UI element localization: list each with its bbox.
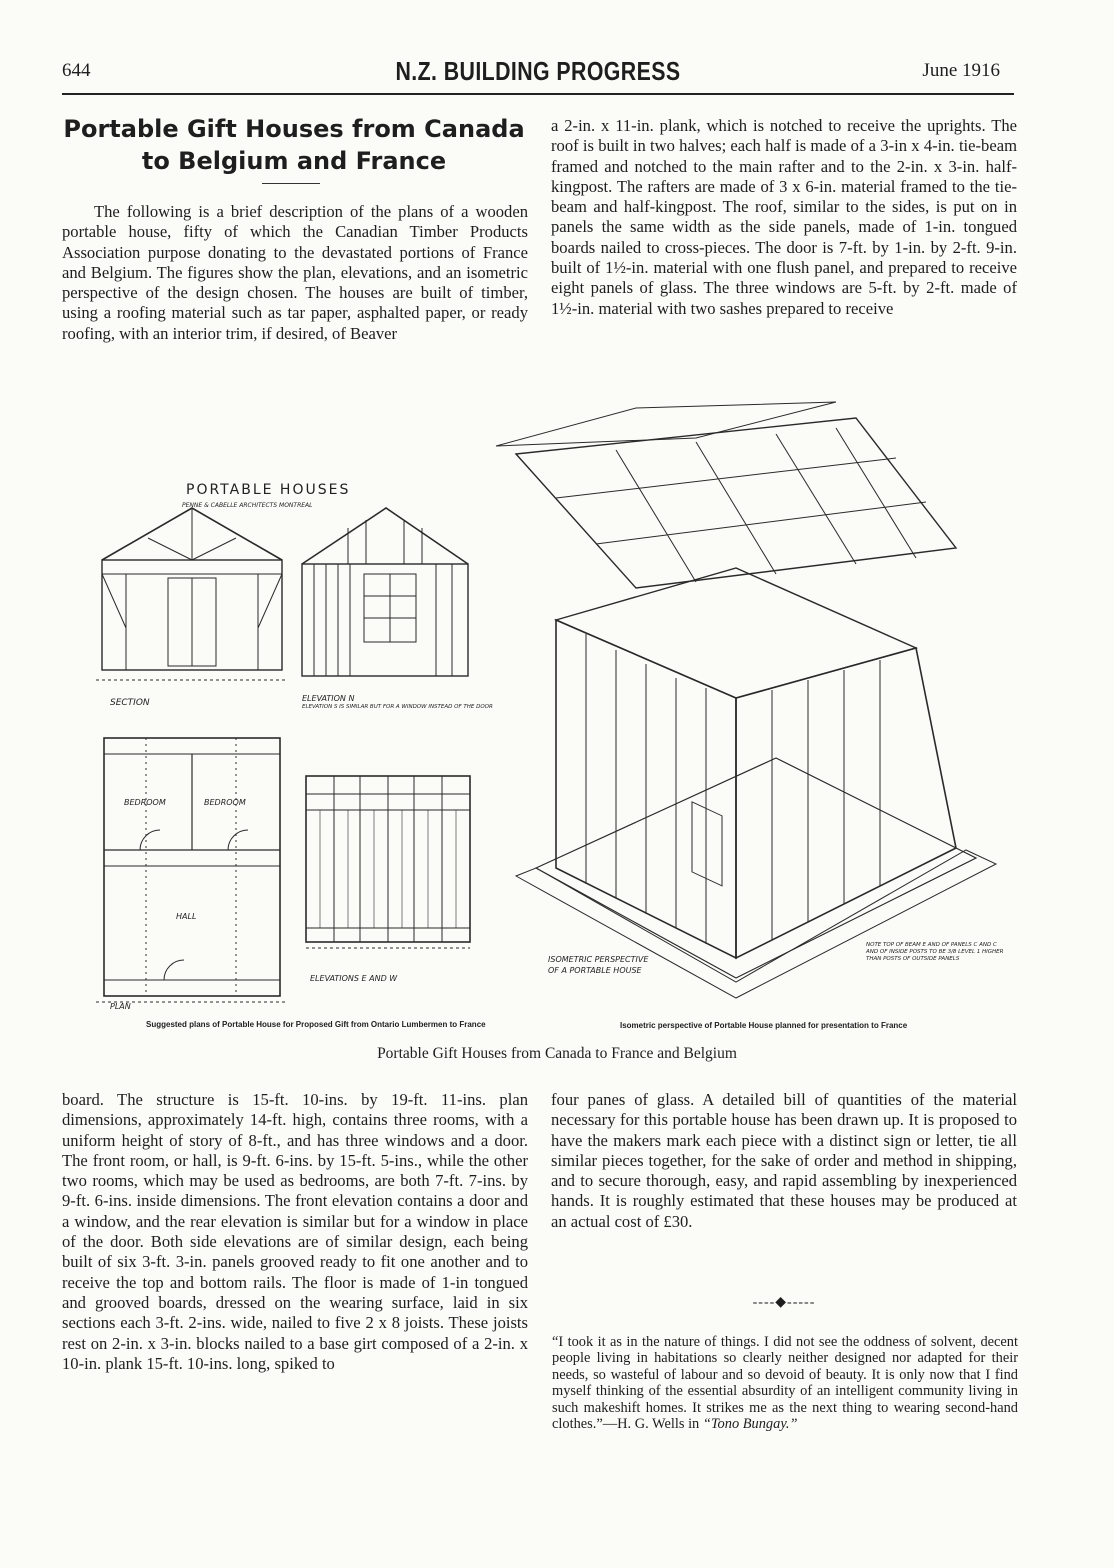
label-elevation-n: ELEVATION N xyxy=(302,694,355,703)
quote-text: “I took it as in the nature of things. I did not see the oddness of solvent, decent people living in habitations so clearly neither designed nor adapted for their needs, so wasteful of labour and so devoid of beauty. It is only now that I find myself thinking of the essential absurdity of an intelligent community living in such makeshift homes. It strikes me as the next thing to wearing second-hand clothes.”—H. G. Wells in xyxy=(552,1334,1018,1433)
running-header xyxy=(62,56,1014,94)
column-2-top xyxy=(551,116,1017,319)
issue-date: June 1916 xyxy=(922,60,1000,81)
wells-quote xyxy=(552,1334,1018,1432)
elevations-e-w-drawing xyxy=(306,776,470,948)
paragraph-construction: a 2-in. x 11-in. plank, which is notched to receive the uprights. The roof is built in two halves; each half is made of a 3-in x 4-in. tie-beam framed and notched to the main rafter and to the 2-in. x 3-in. half-kingpost. The rafters are made of 3 x 6-in. material framed to the tie-beam and half-kingpost. The roof, similar to the sides, is put on in panels the same width as the side panels, made of 1-in. tongued boards nailed to cross-pieces. The door is 7-ft. by 1-in. by 2-ft. 9-in. built of 1½-in. material with one flush panel, and prepared to receive eight panels of glass. The three windows are 5-ft. by 2-ft. made of 1½-in. material with two sashes prepared to receive xyxy=(551,116,1017,318)
architects-credit: PENNE & CABELLE ARCHITECTS MONTREAL xyxy=(182,502,313,509)
label-section: SECTION xyxy=(110,698,150,708)
column-1-bottom xyxy=(62,1090,528,1374)
figure-main-caption: Portable Gift Houses from Canada to France and Belgium xyxy=(377,1045,737,1062)
drawing-title: PORTABLE HOUSES xyxy=(186,482,351,498)
article-title-line-2: to Belgium and France xyxy=(141,147,447,175)
paragraph-bill-of-quantities: four panes of glass. A detailed bill of quantities of the material necessary for this portable house has been drawn up. It is proposed to have the makers mark each piece with a distinct sign or letter, tie all similar pieces together, for the sake of order and method in shipping, and to secure thorough, easy, and rapid assembling by inexperienced hands. It is roughly estimated that these houses may be produced at an actual cost of £30. xyxy=(551,1090,1017,1231)
label-elevations-e-w: ELEVATIONS E AND W xyxy=(310,974,398,983)
header-rule xyxy=(62,93,1014,95)
label-isometric: ISOMETRIC PERSPECTIVE OF A PORTABLE HOUSE xyxy=(548,955,649,975)
quote-source: “Tono Bungay.” xyxy=(702,1416,798,1433)
column-2-bottom xyxy=(551,1090,1017,1232)
journal-title: N.Z. BUILDING PROGRESS xyxy=(395,56,681,86)
label-beam-note: NOTE TOP OF BEAM E AND OF PANELS C AND C AND OF INSIDE POSTS TO BE 3/8 LEVEL 1 HIGHER THAN POSTS OF OUTSIDE PANELS xyxy=(866,942,1004,962)
label-hall: HALL xyxy=(176,912,197,921)
figure-caption-right: Isometric perspective of Portable House planned for presentation to France xyxy=(620,1021,908,1030)
label-bedroom-right: BEDROOM xyxy=(204,798,246,807)
section-drawing xyxy=(96,508,286,680)
figure-caption-left: Suggested plans of Portable House for Proposed Gift from Ontario Lumbermen to France xyxy=(146,1020,486,1029)
column-1-top xyxy=(62,202,528,344)
page-number: 644 xyxy=(62,60,91,81)
elevation-n-drawing xyxy=(302,508,468,676)
label-bedroom-left: BEDROOM xyxy=(124,798,166,807)
figure-plans-and-isometric xyxy=(96,398,1016,1038)
isometric-drawing xyxy=(496,402,996,998)
article-title-line-1: Portable Gift Houses from Canada xyxy=(63,115,525,143)
section-ornament: ----◆----- xyxy=(752,1295,816,1310)
label-elevation-n-note: ELEVATION S IS SIMILAR BUT FOR A WINDOW INSTEAD OF THE DOOR xyxy=(302,704,493,710)
plan-drawing xyxy=(96,738,286,1002)
label-plan: PLAN xyxy=(110,1002,131,1011)
paragraph-intro: The following is a brief description of the plans of a wooden portable house, fifty of which the Canadian Timber Products Association purpose donating to the devastated portions of France and Belgium. The figures show the plan, elevations, and an isometric perspective of the design chosen. The houses are built of timber, using a roofing material such as tar paper, asphalted paper, or ready roofing, with an interior trim, if desired, of Beaver xyxy=(62,202,528,343)
paragraph-dimensions: board. The structure is 15-ft. 10-ins. by 19-ft. 11-ins. plan dimensions, approximately 14-ft. high, contains three rooms, with a uniform height of story of 8-ft., and has three windows and a door. The front room, or hall, is 9-ft. 6-ins. by 15-ft. 5-ins., while the other two rooms, which may be used as bedrooms, are both 7-ft. 7-ins. by 9-ft. 6-ins. inside dimensions. The front elevation contains a door and a window, and the rear elevation is similar but for a window in place of the door. Both side elevations are of similar design, each being built of six 3-ft. 3-in. panels grooved ready to fit one another and to receive the top and bottom rails. The floor is made of 1-in tongued and grooved boards, dressed on the wearing surface, laid in six sections each 3-ft. 2-ins. wide, nailed to five 2 x 8 joists. These joists rest on 2-in. x 3-in. blocks nailed to a base girt composed of a 2-in. x 10-in. plank 15-ft. 10-ins. long, spiked to xyxy=(62,1090,528,1373)
article-title xyxy=(60,113,528,177)
title-divider xyxy=(262,183,320,184)
